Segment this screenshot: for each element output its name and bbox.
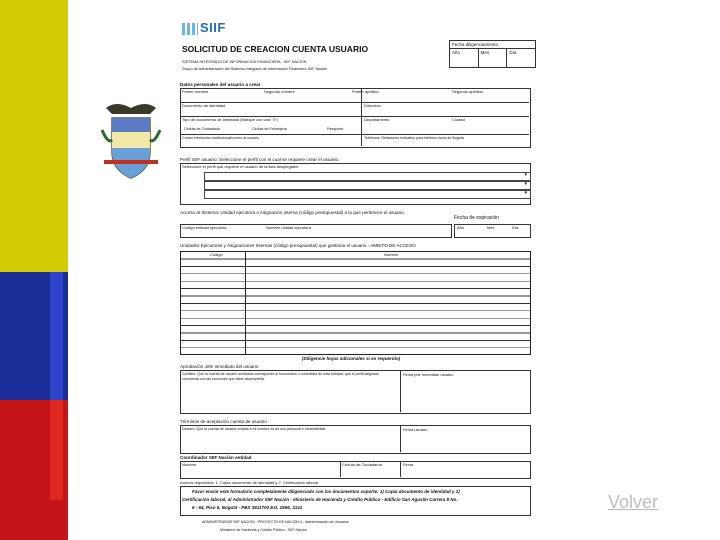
form-title: SOLICITUD DE CREACION CUENTA USUARIO [182, 44, 369, 54]
coat-of-arms-icon [100, 100, 162, 184]
perfil-select-3[interactable] [204, 190, 531, 199]
hojas-note: (Diligencie hojas adicionales si es requerido) [302, 356, 401, 361]
personal-header: Datos personales del usuario a crear [180, 82, 261, 87]
siif-logo-icon [182, 23, 198, 35]
perfil-select-1[interactable] [204, 172, 531, 181]
label-primer-apellido: Primer apellido [352, 89, 379, 94]
expiracion-label: Fecha de expiración [454, 215, 500, 221]
footer-line-1: Favor enviar este formulario completamente diligenciado con los documentos soporte: 1) Copia documento de identidad y 2) [192, 489, 460, 494]
label-direccion: Dirección [364, 103, 381, 108]
fecha-diligenciamiento [449, 40, 536, 68]
flag-yellow-band [0, 0, 68, 272]
label-segundo-nombre: Segundo nombre [264, 89, 295, 94]
label-segundo-apellido: Segundo apellido [452, 89, 483, 94]
form-document [172, 0, 532, 540]
perfil-select-2[interactable] [204, 181, 531, 190]
tiny-footer-2: Ministerio de Hacienda y Crédito Público - SIIF Nación [220, 528, 307, 532]
expiracion-day: Día [512, 225, 519, 230]
label-tipo-documento: Tipo de documento de identidad (Marque con una "X") [182, 117, 279, 122]
label-pasaporte: Pasaporte [327, 127, 344, 131]
footer-line-3: 6 - 64, Piso 5, Bogotá - PBX 3811700 Ext. 2596, 3141 [192, 505, 303, 510]
fecha-day: Día [509, 50, 517, 55]
fecha-year: Año [450, 49, 479, 67]
label-codigo-entidad: Código entidad ejecutora [182, 225, 227, 230]
volver-link[interactable]: Volver [608, 492, 659, 512]
aprobacion-text: Certifico: Que la cuenta de usuario solicitada corresponde al funcionario o contratista de esta entidad, que el perfil asignado concuerda con las funciones que debe desempeñar. [182, 372, 379, 381]
coordinador-nombre: Nombre [182, 462, 197, 467]
label-telefonos: Teléfonos, Relaciones indicativo para teléfono fuera de Bogotá [364, 136, 464, 140]
label-primer-nombre: Primer nombre [182, 89, 209, 94]
perfil-instructions: Seleccione el perfil que requiere el usuario de la lista desplegable. [182, 164, 300, 169]
form-subtitle-group: Grupo de Administración del Sistema Integrado de Información Financiera SIIF Nación [182, 67, 328, 71]
ambito-col-nombre: Nombre [384, 252, 399, 257]
ambito-table [180, 251, 531, 355]
siif-logo: SIIF [182, 20, 226, 35]
coordinador-cedula: Cédula de Ciudadanía [342, 462, 382, 467]
label-ciudad: Ciudad [452, 117, 465, 122]
label-departamento: Departamento [364, 117, 390, 122]
ambito-col-codigo: Código [210, 252, 223, 257]
flag-red-accent [50, 400, 63, 500]
expiracion-month: Mes [487, 225, 495, 230]
perfil-header: Perfil SIIF usuario: Seleccione el perfil con el cual se requiere crear el usuario. [180, 157, 340, 162]
coordinador-firma: Firma [403, 462, 414, 467]
terminos-header: Términos de aceptación cuenta de usuario [180, 419, 267, 424]
terminos-text: Declaro: Que la cuenta de usuario creada a mi nombre es de uso personal e intransferible. [182, 427, 327, 431]
coordinador-header: Coordinador SIIF Nación entidad [180, 455, 252, 460]
label-documento: Documento de identidad [182, 103, 226, 108]
label-cedula-ciudadania: Cédula de Ciudadanía [184, 127, 220, 131]
firma-jefe: Firma jefe inmediato usuario [403, 372, 454, 377]
anexos-note: Anexos requeridos: 1. Copia documento de identidad y 2. Certificación laboral [180, 480, 319, 485]
firma-usuario: Firma usuario [403, 427, 428, 432]
expiracion-year: Año [457, 225, 465, 230]
fecha-month: Mes [479, 49, 508, 67]
tiny-footer-1: ADMINISTRADOR SIIF NACION - PROYECTO DE NACIÓN II - Administración de Usuarios [202, 520, 349, 524]
fecha-label: Fecha diligenciamiento [450, 41, 535, 49]
label-cedula-extranjeria: Cédula de Extranjería [252, 127, 287, 131]
flag-blue-accent [50, 272, 63, 400]
footer-line-2: Certificación laboral, al Administrador SIIF Nación - Ministerio de Hacienda y Crédito Público - Edificio San Agustín Carrera 8 No. [182, 497, 458, 502]
ambito-header: Unidades Ejecutoras y Asignaciones Internas (código presupuestal) que gestiona el usuario - AMBITO DE ACCESO [180, 243, 416, 248]
form-subtitle: SISTEMA INTEGRADO DE INFORMACION FINANCIERA - SIIF NACION [182, 60, 307, 64]
aprobacion-header: Aprobación Jefe Inmediato del usuario [180, 364, 259, 369]
label-nombre-unidad: Nombre unidad ejecutora [266, 225, 311, 230]
acceso-header: Acceso al Sistema: Unidad ejecutora o Asignación interna (código presupuestal) a la que pertenece el usuario. [180, 210, 405, 215]
label-correo: Correo electrónico institucional/correo al usuario [182, 136, 259, 140]
